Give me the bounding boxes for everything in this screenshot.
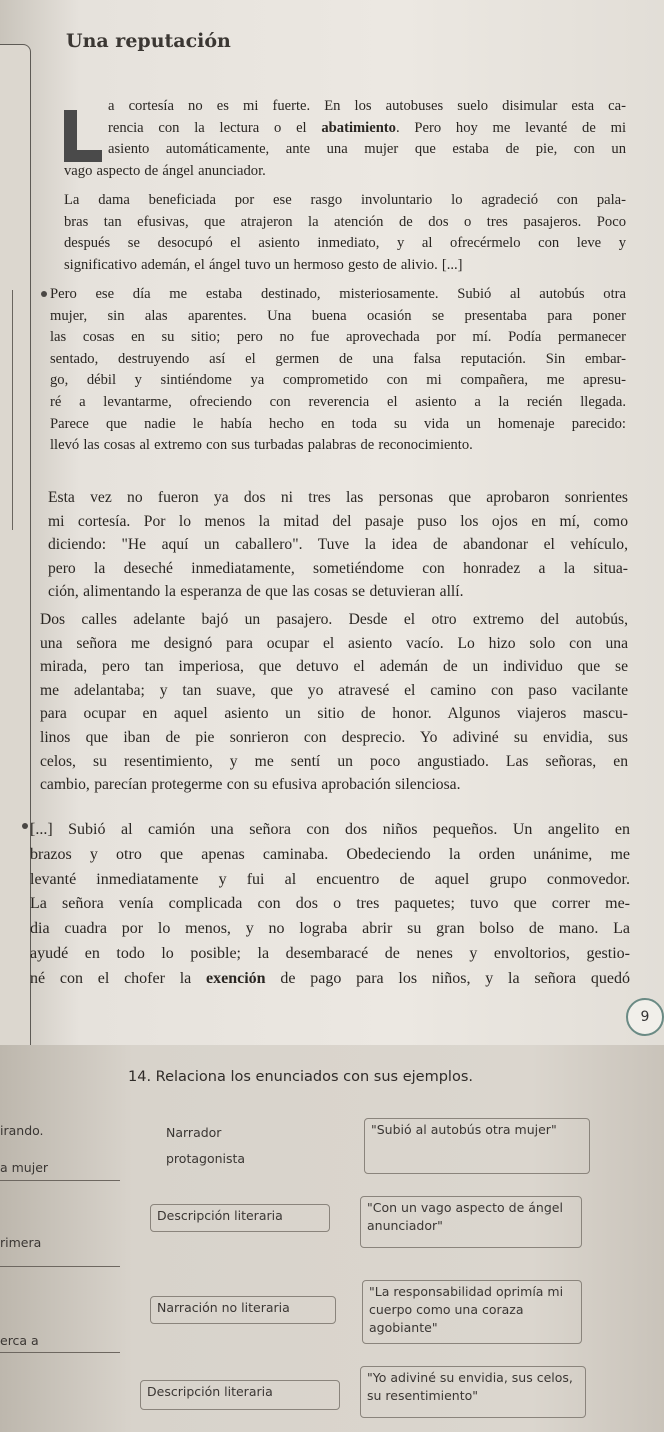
option-descripcion-literaria[interactable]: Descripción literaria bbox=[150, 1204, 330, 1232]
example-1[interactable]: "Subió al autobús otra mujer" bbox=[364, 1118, 590, 1174]
left-label: a mujer bbox=[0, 1160, 49, 1175]
paragraph-2: La dama beneficiada por ese rasgo involuntario lo agradeció con pala- bras tan efusivas, que atrajeron la atención de dos o tres pasajeros. Poco después se desocupó el asiento inmediato, y al ofrecérmelo con leve y significativo ademán, el ángel tuvo un hermoso gesto de alivio. [...] bbox=[64, 192, 626, 273]
example-2[interactable]: "Con un vago aspecto de ángel anunciador" bbox=[360, 1196, 582, 1248]
paragraph-4: Esta vez no fueron ya dos ni tres las personas que aprobaron sonrientes mi cortesía. Por lo menos la mitad del pasaje puso los ojos en mí, como diciendo: "He aquí un caballero". Tuve la idea de abandonar el vehículo, pero la deseché inmediatamente, sometiéndome con honradez a la situa- ción, alimentando la esperanza de que las cosas se detuvieran allí. bbox=[48, 489, 628, 601]
page-margin-tab bbox=[0, 44, 31, 1046]
margin-line bbox=[0, 290, 13, 530]
story-title: Una reputación bbox=[66, 30, 231, 52]
dropcap-letter bbox=[64, 106, 104, 166]
left-label: erca a bbox=[0, 1333, 39, 1348]
bullet-marker bbox=[22, 823, 28, 829]
example-3[interactable]: "La responsabilidad oprimía mi cuerpo como una coraza agobiante" bbox=[362, 1280, 582, 1344]
paragraph-3: Pero ese día me estaba destinado, misteriosamente. Subió al autobús otra mujer, sin alas aparentes. Una buena ocasión se presentaba para poner las cosas en su sitio; pero no fue aprovechada por mí. Podía permanecer sentado, destruyendo así el germen de una falsa reputación. Sin embar- go, débil y sintiéndome ya comprometido con mi compañera, me apresu- ré a levantarme, ofreciendo con reverencia el asiento a la recién llegada. Parece que nadie le había hecho en toda su vida un homenaje parecido: llevó las cosas al extremo con sus turbadas palabras de reconocimiento. bbox=[50, 286, 626, 454]
option-descripcion-literaria-2[interactable]: Descripción literaria bbox=[140, 1380, 340, 1410]
answer-line bbox=[0, 1180, 120, 1181]
option-narracion-no-literaria[interactable]: Narración no literaria bbox=[150, 1296, 336, 1324]
page-number: 9 bbox=[626, 998, 664, 1036]
left-label: rimera bbox=[0, 1235, 42, 1250]
answer-line bbox=[0, 1352, 120, 1353]
paragraph-6: [...] Subió al camión una señora con dos niños pequeños. Un angelito en brazos y otro que apenas caminaba. Obedeciendo la orden unánime, me levanté inmediatamente y fui al encuentro de aquel grupo conmovedor. La señora venía complicada con dos o tres paquetes; tuvo que correr me- dia cuadra por lo menos, y no lograba abrir su gran bolso de mano. La ayudé en todo lo posible; la desembaracé de nenes y envoltorios, gestio- né con el chofer la exención de pago para los niños, y la señora quedó bbox=[30, 821, 631, 987]
left-label: irando. bbox=[0, 1123, 44, 1138]
paragraph-5: Dos calles adelante bajó un pasajero. Desde el otro extremo del autobús, una señora me designó para ocupar el asiento vacío. Lo hizo solo con una mirada, pero tan imperiosa, que detuvo el ademán de un individuo que se me adelantaba; y tan suave, que yo atravesé el camino con paso vacilante para ocupar en aquel asiento un sitio de honor. Algunos viajeros mascu- linos que iban de pie sonrieron con desprecio. Yo adiviné su envidia, sus celos, su resentimiento, y me sentí un poco angustiado. Las señoras, en cambio, parecían protegerme con su efusiva aprobación silenciosa. bbox=[40, 611, 628, 794]
paragraph-1a: a cortesía no es mi fuerte. En los autobuses suelo disimular esta ca- rencia con la lectura o el abatimiento. Pero hoy me levanté de mi asiento automáticamente, ante una mujer que estaba de pie, con un bbox=[108, 98, 626, 158]
paragraph-1b: vago aspecto de ángel anunciador. bbox=[64, 163, 266, 179]
example-4[interactable]: "Yo adiviné su envidia, sus celos, su resentimiento" bbox=[360, 1366, 586, 1418]
bullet-marker bbox=[41, 291, 47, 297]
exercise-title: 14. Relaciona los enunciados con sus ejemplos. bbox=[128, 1069, 473, 1085]
option-narrador-protagonista[interactable]: Narrador protagonista bbox=[166, 1125, 246, 1166]
answer-line bbox=[0, 1266, 120, 1267]
